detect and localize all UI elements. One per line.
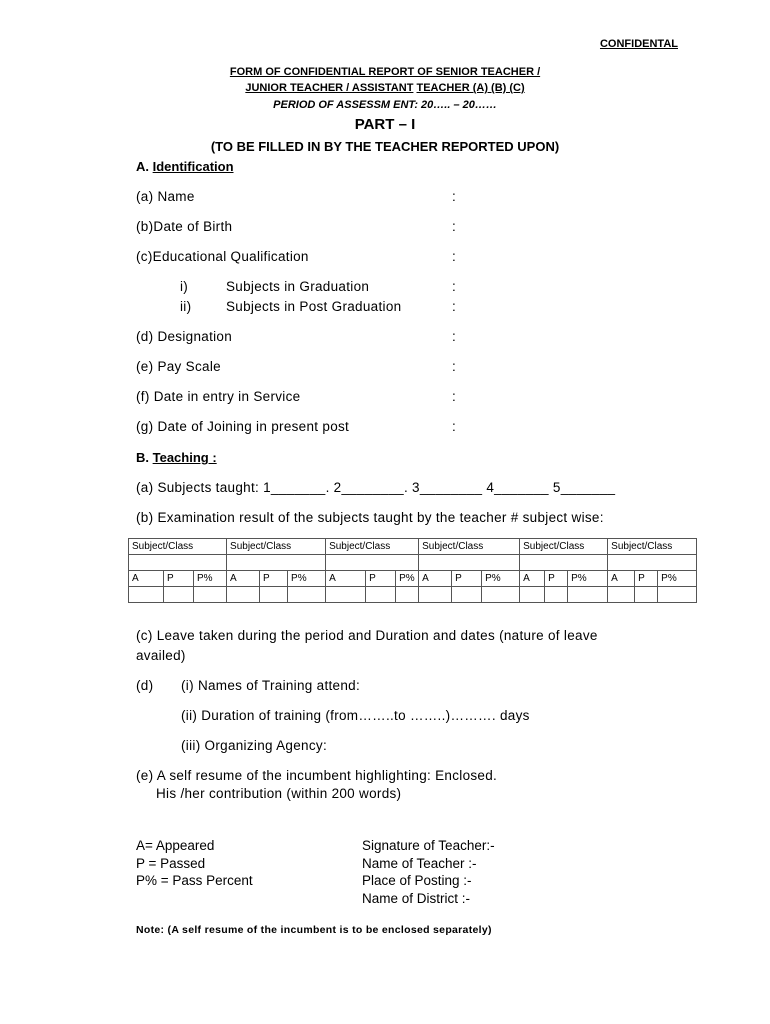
legend-pass-percent: P% = Pass Percent: [136, 873, 253, 888]
field-name: (a) Name: [136, 189, 195, 204]
self-resume-line1: (e) A self resume of the incumbent highlighting: Enclosed.: [136, 768, 498, 783]
training-label: (d): [136, 678, 154, 693]
table-cell: [366, 587, 396, 603]
colon: :: [452, 279, 456, 294]
field-graduation-num: i): [180, 279, 189, 294]
col-appeared: A: [129, 571, 164, 587]
field-post-graduation-num: ii): [180, 299, 192, 314]
field-designation: (d) Designation: [136, 329, 233, 344]
legend-block: [136, 837, 253, 890]
signature-of-teacher: Signature of Teacher:-: [362, 838, 495, 853]
table-cell: [326, 555, 419, 571]
footer-note: Note: (A self resume of the incumbent is to be enclosed separately): [136, 924, 492, 936]
col-pass-percent: P%: [396, 571, 419, 587]
training-names: (i) Names of Training attend:: [181, 678, 361, 693]
table-cell: [608, 555, 697, 571]
name-of-teacher: Name of Teacher :-: [362, 855, 477, 871]
col-pass-percent: P%: [288, 571, 326, 587]
col-passed: P: [452, 571, 482, 587]
section-b-heading: [136, 450, 217, 465]
name-of-district: Name of District :-: [362, 890, 471, 906]
colon: :: [452, 249, 456, 264]
form-title-line1: FORM OF CONFIDENTIAL REPORT OF SENIOR TEACHER /: [229, 66, 541, 78]
assessment-period: PERIOD OF ASSESSM ENT: 20….. – 20……: [273, 99, 497, 111]
leave-taken-line2: availed): [136, 648, 186, 663]
subject-class-header: Subject/Class: [520, 539, 608, 555]
table-cell: [396, 587, 419, 603]
colon: :: [452, 299, 456, 314]
subjects-taught: (a) Subjects taught: 1_______. 2________. 3________ 4_______ 5_______: [136, 480, 616, 495]
exam-result-table: [128, 538, 697, 603]
colon: :: [452, 359, 456, 374]
table-cell: [129, 555, 227, 571]
table-cell: [129, 587, 164, 603]
table-cell: [658, 587, 697, 603]
field-entry-date: (f) Date in entry in Service: [136, 389, 301, 404]
confidential-label: CONFIDENTAL: [599, 38, 678, 50]
part-subtitle: (TO BE FILLED IN BY THE TEACHER REPORTED UPON): [210, 139, 560, 154]
col-appeared: A: [227, 571, 260, 587]
field-pay-scale: (e) Pay Scale: [136, 359, 221, 374]
table-cell: [227, 587, 260, 603]
col-passed: P: [545, 571, 568, 587]
colon: :: [452, 219, 456, 234]
table-cell: [260, 587, 288, 603]
table-cell: [520, 587, 545, 603]
col-appeared: A: [608, 571, 635, 587]
field-joining-date: (g) Date of Joining in present post: [136, 419, 350, 434]
legend-appeared: A= Appeared: [136, 838, 215, 853]
table-cell: [568, 587, 608, 603]
section-b-title: Teaching :: [152, 450, 217, 465]
table-cell: [520, 555, 608, 571]
table-row: [129, 571, 697, 587]
table-row: [129, 539, 697, 555]
signature-block: [362, 837, 495, 907]
training-duration: (ii) Duration of training (from……..to ……..)………. days: [181, 708, 530, 723]
col-pass-percent: P%: [658, 571, 697, 587]
place-of-posting: Place of Posting :-: [362, 873, 472, 888]
table-row: [129, 587, 697, 603]
form-title-line2: [0, 82, 770, 94]
form-title-line2-b: TEACHER (A) (B) (C): [416, 82, 525, 94]
table-cell: [545, 587, 568, 603]
table-cell: [194, 587, 227, 603]
form-title-line2-a: JUNIOR TEACHER / ASSISTANT: [245, 82, 414, 94]
table-cell: [227, 555, 326, 571]
table-cell: [164, 587, 194, 603]
col-passed: P: [260, 571, 288, 587]
subject-class-header: Subject/Class: [227, 539, 326, 555]
subject-class-header: Subject/Class: [129, 539, 227, 555]
subject-class-header: Subject/Class: [326, 539, 419, 555]
col-passed: P: [164, 571, 194, 587]
table-cell: [326, 587, 366, 603]
self-resume-line2: His /her contribution (within 200 words): [156, 786, 402, 801]
table-cell: [288, 587, 326, 603]
col-pass-percent: P%: [194, 571, 227, 587]
col-appeared: A: [419, 571, 452, 587]
col-passed: P: [366, 571, 396, 587]
field-dob: (b)Date of Birth: [136, 219, 233, 234]
subject-class-header: Subject/Class: [608, 539, 697, 555]
field-education: (c)Educational Qualification: [136, 249, 309, 264]
part-heading: PART – I: [354, 116, 416, 133]
col-pass-percent: P%: [568, 571, 608, 587]
section-a-title: Identification: [152, 159, 234, 174]
leave-taken-line1: (c) Leave taken during the period and Duration and dates (nature of leave: [136, 628, 598, 643]
table-cell: [452, 587, 482, 603]
colon: :: [452, 419, 456, 434]
subject-class-header: Subject/Class: [419, 539, 520, 555]
col-appeared: A: [326, 571, 366, 587]
field-post-graduation: Subjects in Post Graduation: [226, 299, 402, 314]
table-cell: [419, 587, 452, 603]
table-cell: [635, 587, 658, 603]
field-graduation: Subjects in Graduation: [226, 279, 370, 294]
section-b-prefix: B.: [136, 450, 149, 465]
table-row: [129, 555, 697, 571]
section-a-prefix: A.: [136, 159, 149, 174]
col-passed: P: [635, 571, 658, 587]
col-appeared: A: [520, 571, 545, 587]
table-cell: [419, 555, 520, 571]
legend-passed: P = Passed: [136, 855, 206, 871]
colon: :: [452, 329, 456, 344]
colon: :: [452, 189, 456, 204]
colon: :: [452, 389, 456, 404]
table-cell: [482, 587, 520, 603]
col-pass-percent: P%: [482, 571, 520, 587]
table-cell: [608, 587, 635, 603]
exam-result-label: (b) Examination result of the subjects taught by the teacher # subject wise:: [136, 510, 604, 525]
organizing-agency: (iii) Organizing Agency:: [181, 738, 328, 753]
section-a-heading: [136, 159, 234, 174]
